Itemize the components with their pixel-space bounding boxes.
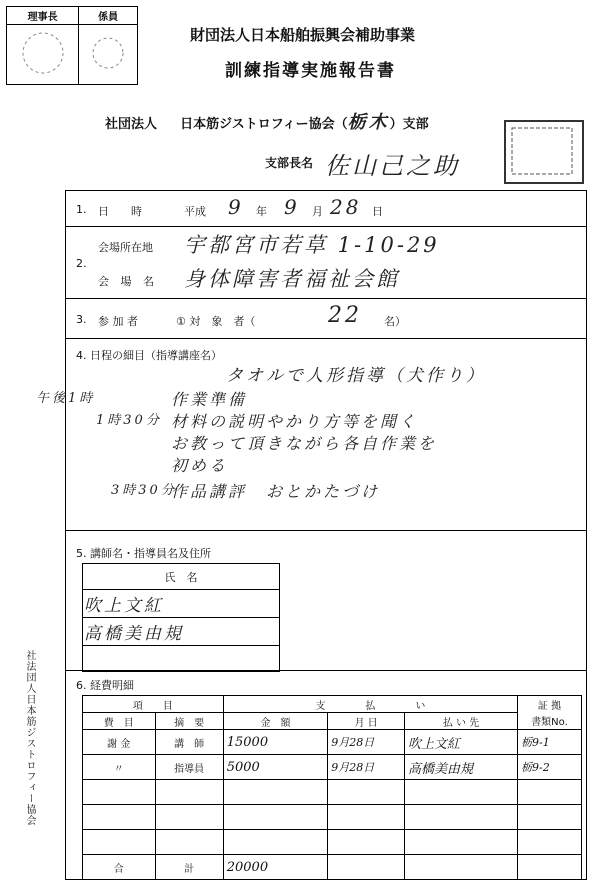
expense-desc: 指導員 — [155, 755, 223, 780]
expense-desc — [155, 830, 223, 855]
venue-address-label: 会場所在地 — [98, 241, 153, 254]
org-prefix: 社団法人 — [105, 117, 158, 132]
expense-type — [83, 805, 156, 830]
chief-seal — [7, 25, 79, 85]
section-expenses — [65, 670, 587, 880]
schedule-text: 初める — [171, 456, 229, 475]
branch-suffix: ）支部 — [389, 117, 429, 132]
expense-desc — [155, 805, 223, 830]
report-title: 訓練指導実施報告書 — [225, 61, 396, 81]
total-label-2: 計 — [155, 855, 223, 880]
schedule-row — [36, 479, 586, 501]
total-row — [83, 855, 582, 880]
header-payment: 支 払 い — [223, 696, 517, 713]
schedule-row — [36, 453, 586, 479]
schedule-row — [36, 431, 586, 453]
expense-row — [83, 780, 582, 805]
schedule-time: 午後1時 — [36, 391, 96, 406]
expense-payee: 高橋美由規 — [404, 755, 517, 780]
sec1-num: 1. — [76, 203, 87, 216]
schedule-text: 作品講評 おとかたづけ — [171, 482, 381, 501]
sec2-num: 2. — [76, 257, 87, 270]
section-venue — [65, 226, 587, 299]
sec6-label: 6. 経費明細 — [76, 679, 134, 692]
lecturer-col-header: 氏 名 — [83, 564, 280, 590]
schedule-row — [36, 387, 586, 409]
schedule-text: 材料の説明やかり方等を聞く — [171, 412, 419, 431]
participant-unit: 名） — [384, 315, 406, 328]
schedule-list — [36, 387, 586, 501]
approval-col-chief: 理事長 — [7, 7, 79, 25]
section-participants — [65, 298, 587, 339]
header-proof: 証 拠 — [518, 696, 582, 713]
expense-doc — [518, 805, 582, 830]
expense-payee — [404, 780, 517, 805]
expense-payee — [404, 805, 517, 830]
branch-name: 栃木 — [347, 112, 390, 133]
lecturer-name: 吹上文紅 — [83, 590, 280, 618]
expense-row — [83, 755, 582, 780]
header-expense: 費 目 — [83, 713, 156, 730]
lecturer-name: 高橋美由規 — [83, 618, 280, 646]
expense-amount — [223, 780, 327, 805]
org-line — [105, 108, 429, 134]
expense-date — [328, 780, 405, 805]
day-unit: 日 — [372, 205, 383, 218]
venue-name-value: 身体障害者福祉会館 — [184, 267, 400, 291]
sec1-label: 日 時 — [98, 205, 142, 218]
lecturer-table — [82, 563, 280, 672]
expense-type — [83, 830, 156, 855]
expense-amount — [223, 830, 327, 855]
year-value: 9 — [228, 195, 244, 219]
expense-doc — [518, 830, 582, 855]
expense-amount: 5000 — [223, 755, 327, 780]
section-schedule — [36, 338, 587, 531]
expense-doc: 栃9-1 — [518, 730, 582, 755]
header-line1: 財団法人日本船舶振興会補助事業 — [190, 26, 416, 44]
org-name: 日本筋ジストロフィー協会（ — [180, 117, 348, 132]
venue-address-value: 宇都宮市若草 1-10-29 — [184, 233, 440, 257]
header-amount: 金 額 — [223, 713, 327, 730]
expense-table — [82, 695, 582, 880]
expense-amount: 15000 — [223, 730, 327, 755]
year-unit: 年 — [256, 205, 267, 218]
participants-sub: ① 対 象 者（ — [176, 315, 256, 328]
total-label-1: 合 — [83, 855, 156, 880]
header-docno: 書類No. — [518, 713, 582, 730]
leader-label: 支部長名 — [265, 156, 314, 170]
section-date — [65, 190, 587, 227]
schedule-text: 作業準備 — [171, 390, 248, 409]
branch-seal — [504, 120, 584, 184]
expense-row — [83, 830, 582, 855]
expense-type: 謝 金 — [83, 730, 156, 755]
sec3-num: 3. — [76, 313, 87, 326]
section-lecturers — [65, 530, 587, 671]
expense-payee: 吹上文紅 — [404, 730, 517, 755]
expense-doc — [518, 780, 582, 805]
expense-row — [83, 730, 582, 755]
era-label: 平成 — [184, 205, 206, 218]
total-empty-date — [328, 855, 405, 880]
expense-date: 9月28日 — [328, 730, 405, 755]
expense-row — [83, 805, 582, 830]
total-empty-doc — [518, 855, 582, 880]
schedule-time: 3時30分 — [111, 483, 177, 498]
expense-date — [328, 805, 405, 830]
course-title: タオルで人形指導（犬作り） — [226, 366, 486, 386]
expense-date — [328, 830, 405, 855]
expense-doc: 栃9-2 — [518, 755, 582, 780]
schedule-text: お教って頂きながら各自作業を — [171, 434, 438, 453]
expense-date: 9月28日 — [328, 755, 405, 780]
month-value: 9 — [284, 195, 300, 219]
approval-col-staff: 係員 — [79, 7, 138, 25]
header-payee: 払 い 先 — [404, 713, 517, 730]
side-label: 社法団人日本筋ジストロフィー協会 — [24, 650, 35, 826]
sec4-label: 4. 日程の細目（指導講座名） — [76, 349, 222, 362]
schedule-time: 1時30分 — [96, 413, 162, 428]
expense-payee — [404, 830, 517, 855]
approval-stamp-box — [6, 6, 138, 85]
header-item: 項 目 — [83, 696, 224, 713]
day-value: 28 — [330, 195, 362, 219]
expense-amount — [223, 805, 327, 830]
sec3-label: 参 加 者 — [98, 315, 138, 328]
leader-name: 佐山己之助 — [325, 152, 460, 180]
sec5-label: 5. 講師名・指導員名及住所 — [76, 547, 211, 560]
lecturer-name-empty — [83, 646, 280, 672]
expense-desc: 講 師 — [155, 730, 223, 755]
expense-type — [83, 780, 156, 805]
header-desc: 摘 要 — [155, 713, 223, 730]
total-amount: 20000 — [223, 855, 327, 880]
staff-seal — [79, 25, 138, 85]
expense-type: 〃 — [83, 755, 156, 780]
schedule-row — [36, 409, 586, 431]
total-empty-payee — [404, 855, 517, 880]
participant-count: 22 — [328, 303, 362, 328]
venue-name-label: 会 場 名 — [98, 275, 158, 288]
expense-desc — [155, 780, 223, 805]
header-date: 月 日 — [328, 713, 405, 730]
month-unit: 月 — [312, 205, 323, 218]
